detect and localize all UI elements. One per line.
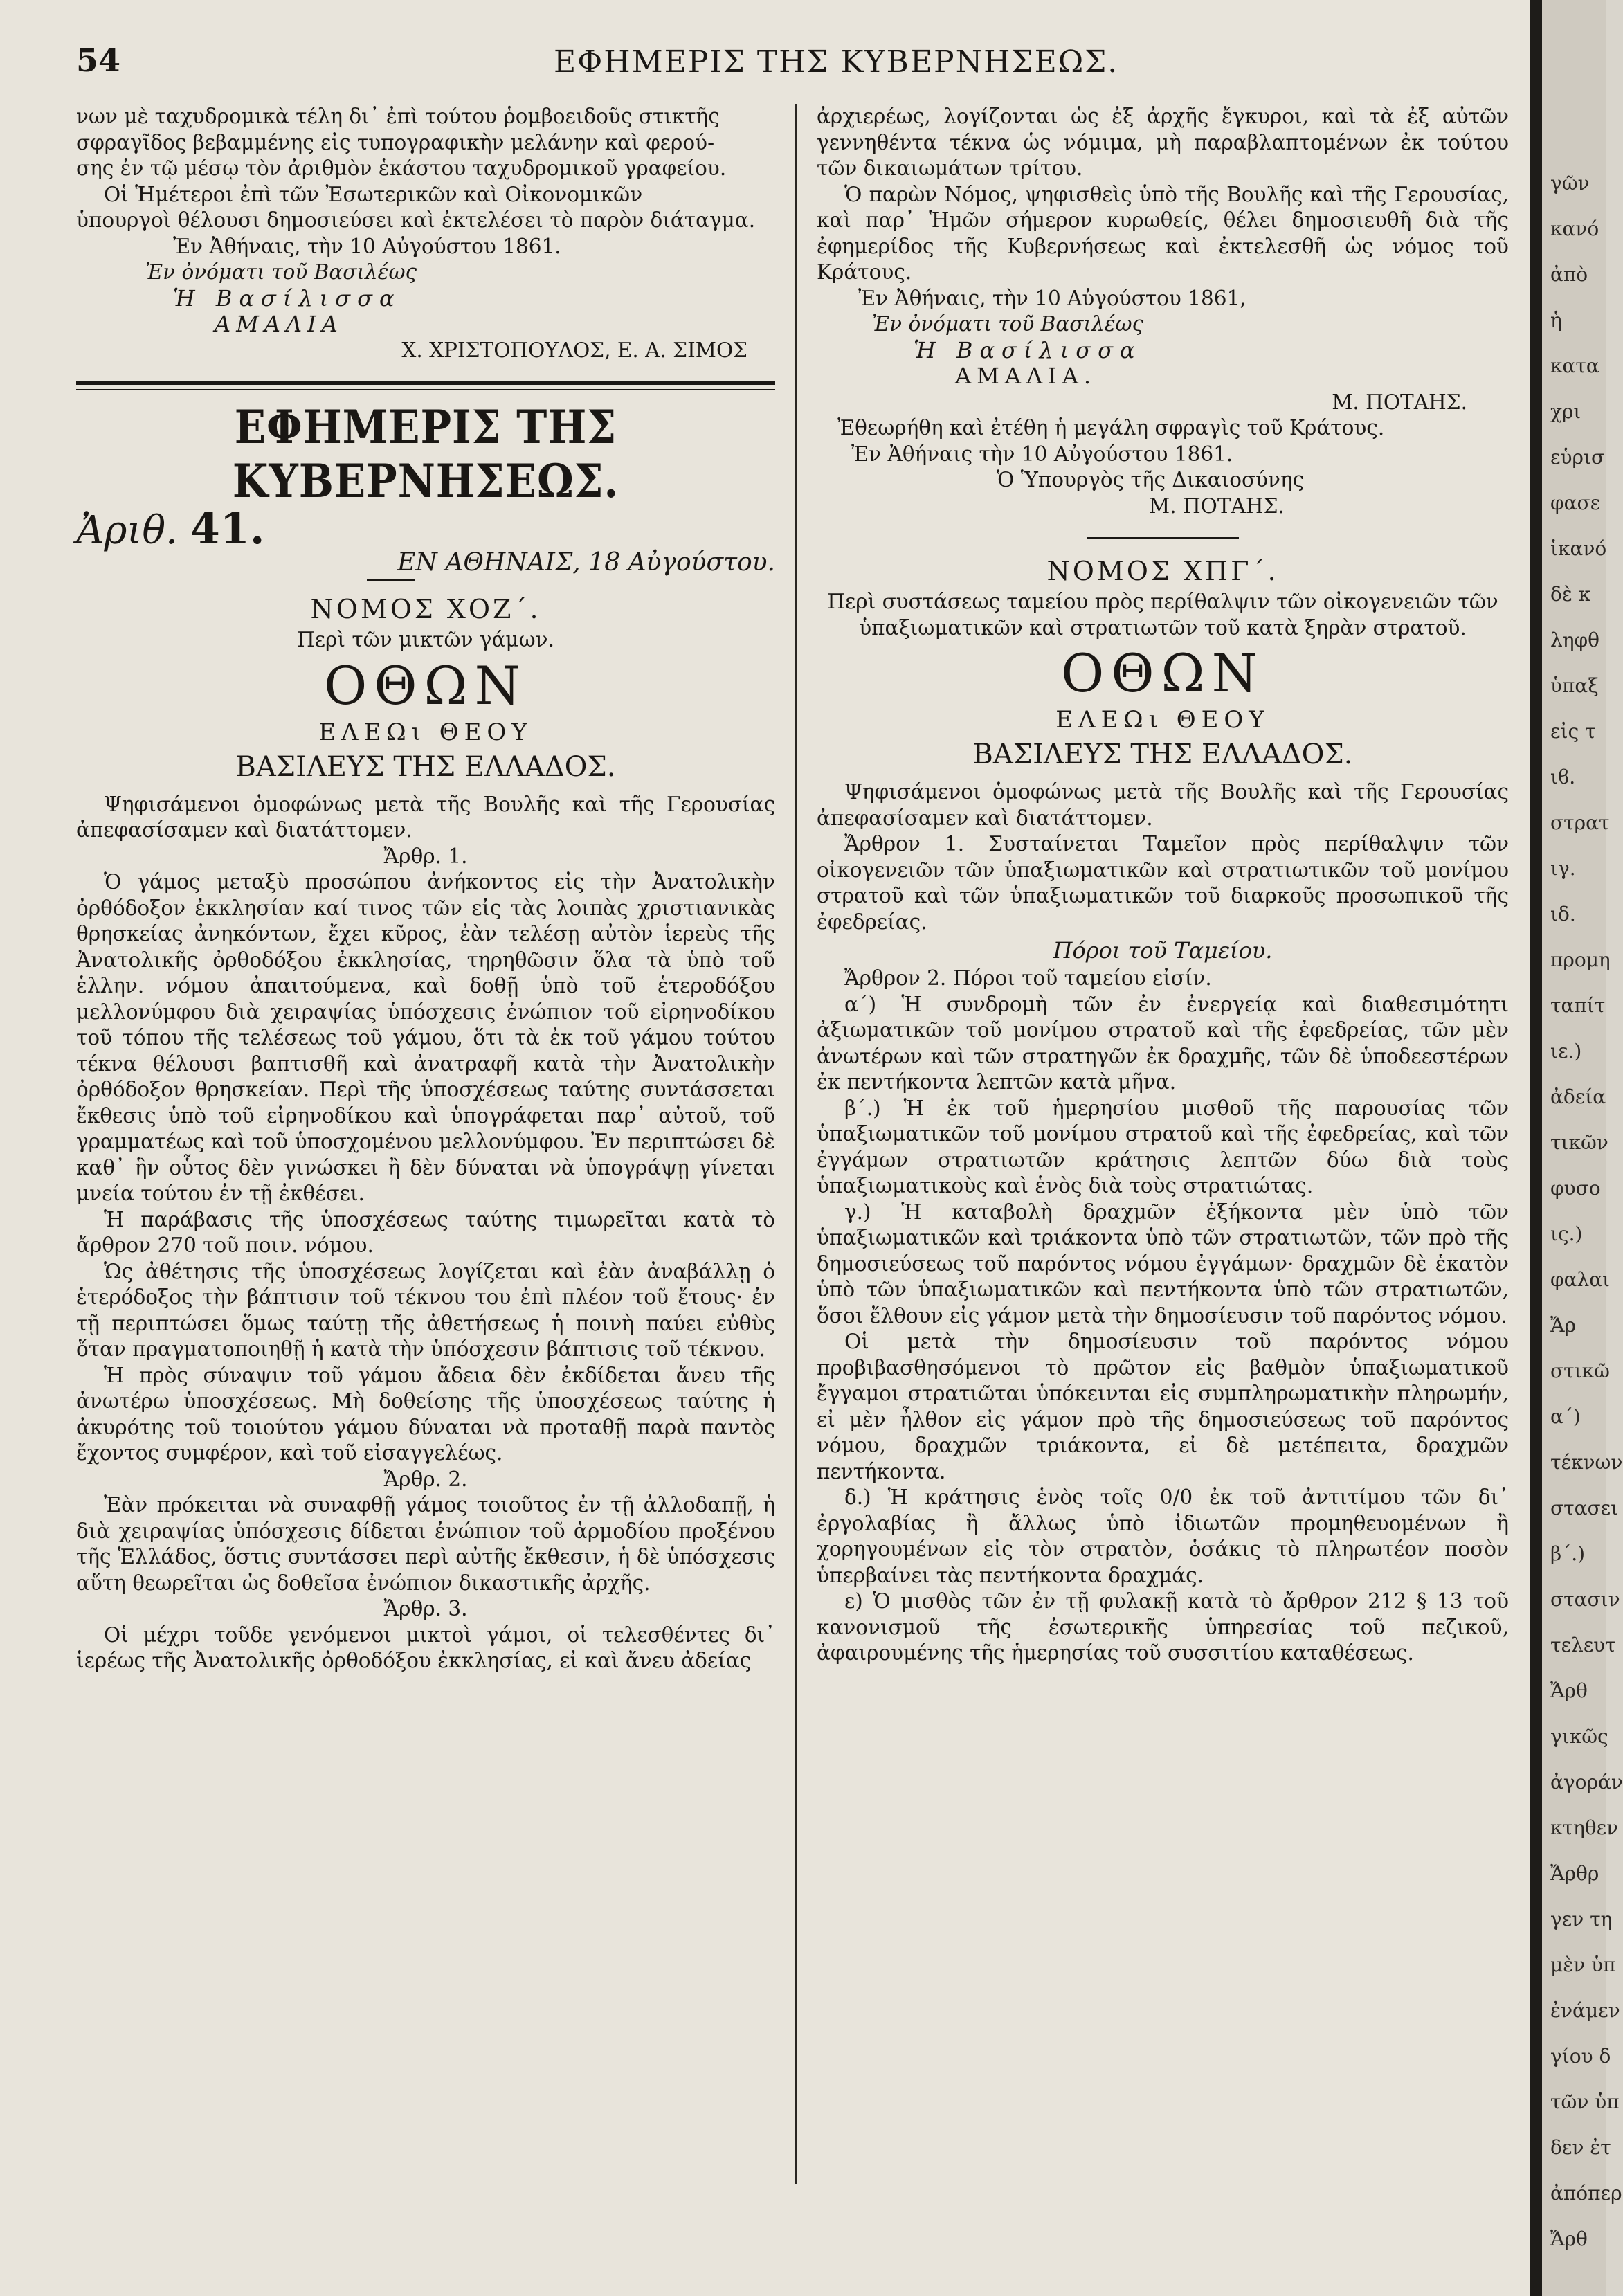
margin-fragment: ταπίτ xyxy=(1550,994,1606,1017)
king-of-greece: ΒΑΣΙΛΕΥΣ ΤΗΣ ΕΛΛΑΔΟΣ. xyxy=(235,750,616,783)
margin-fragment: ἀγοράν xyxy=(1550,1771,1623,1793)
law-title: ΝΟΜΟΣ ΧΟΖ΄. xyxy=(310,594,541,624)
minister-title: Ὁ Ὑπουργὸς τῆς Δικαιοσύνης xyxy=(997,468,1305,491)
law-subject: Περὶ τῶν μικτῶν γάμων. xyxy=(297,628,554,651)
section-rule xyxy=(1087,537,1239,539)
margin-fragment: γεν τη xyxy=(1550,1908,1613,1931)
clause-a: α΄) Ἡ συνδρομὴ τῶν ἐν ἐνεργείᾳ καὶ διαθεσιμότητι ἀξιωματικῶν τοῦ μονίμου στρατοῦ καὶ τῆς ἐφεδρείας, τῶν μὲν ἀνωτέρων καὶ τῶν στρατηγῶν ἐκ δραχμῆς, τῶν δὲ ὑποδεεστέρων ἐκ πεντήκοντα λεπτῶν κατὰ μῆνα. xyxy=(817,992,1509,1094)
page-header xyxy=(76,42,1447,83)
right-column xyxy=(817,104,1509,1667)
margin-fragment: ιγ. xyxy=(1550,857,1576,880)
margin-fragment: ιε.) xyxy=(1550,1040,1582,1063)
margin-fragment: στρατ xyxy=(1550,811,1610,834)
margin-fragment: χρι xyxy=(1550,400,1581,423)
article-heading: Ἄρθρ. 2. xyxy=(383,1467,468,1491)
seal-line: Ἐθεωρήθη καὶ ἐτέθη ἡ μεγάλη σφραγὶς τοῦ Κράτους. xyxy=(837,416,1385,440)
running-title: ΕΦΗΜΕΡΙΣ ΤΗΣ ΚΥΒΕΡΝΗΣΕΩΣ. xyxy=(554,44,1119,80)
paragraph: Ὁ γάμος μεταξὺ προσώπου ἀνήκοντος εἰς τὴν Ἀνατολικὴν ὀρθόδοξον ἐκκλησίαν καί τινος τῶν εἰς τὰς λοιπὰς χριστιανικὰς θρησκείας ἀνηκόντων, ἔχει κῦρος, ἐὰν τελέσῃ αὐτὸν ἱερεὺς τῆς Ἀνατολικῆς ὀρθοδόξου ἐκκλησίας, τηρηθῶσιν ὅλα τὰ ὑπὸ τοῦ ἑλλην. νόμου ἀπαιτούμενα, καὶ δοθῇ ὑπὸ τοῦ ἑτεροδόξου μελλονύμφου διὰ χειραψίας ὑπόσχεσις ἐνώπιον τοῦ εἰρηνοδίκου τοῦ τόπου τῆς τελέσεως τοῦ γάμου, ὅτι τὰ ἐκ τοῦ γάμου τούτου τέκνα θέλουσι βαπτισθῆ καὶ ἀνατραφῆ κατὰ τὴν Ἀνατολικὴν ὀρθόδοξον θρησκείαν. Περὶ τῆς ὑποσχέσεως ταύτης συντάσσεται ἔκθεσις ὑπὸ τοῦ εἰρηνοδίκου καὶ ὑπογράφεται παρ᾽ αὐτοῦ, τοῦ γραμματέως καὶ τοῦ ὑποσχομένου μελλονύμφου. Ἐν περιπτώσει δὲ καθ᾽ ἣν οὗτος δὲν γινώσκει ἢ δὲν δύναται νὰ ὑπογράψῃ γίνεται μνεία τούτου ἐν τῇ ἐκθέσει. xyxy=(76,870,775,1205)
margin-fragment: ἀπὸ xyxy=(1550,263,1588,286)
margin-fragment: δὲ κ xyxy=(1550,583,1591,606)
margin-fragment: ἡ xyxy=(1550,309,1562,332)
margin-fragment: στασει xyxy=(1550,1497,1619,1519)
king-name: ΟΘΩΝ xyxy=(1060,642,1265,704)
decree-end-text xyxy=(76,104,775,182)
page-number: 54 xyxy=(76,42,121,79)
paragraph: Ἡ παράβασις τῆς ὑποσχέσεως ταύτης τιμωρεῖται κατὰ τὸ ἄρθρον 270 τοῦ ποιν. νόμου. xyxy=(76,1207,775,1257)
article-heading: Ἄρθρ. 3. xyxy=(383,1597,468,1620)
next-page-edge xyxy=(1530,0,1623,2296)
margin-fragment: εὑρισ xyxy=(1550,446,1605,469)
ministers-line-2: ὑπουργοὶ θέλουσι δημοσιεύσει καὶ ἐκτελέσει τὸ παρὸν διάταγμα. xyxy=(76,208,756,232)
issue-number-line xyxy=(76,503,775,554)
minister-signature: Μ. ΠΟΤΑΗΣ. xyxy=(1149,494,1285,518)
queen-name: ΑΜΑΛΙΑ xyxy=(215,311,343,337)
article-1: Ἄρθρον 1. Συσταίνεται Ταμεῖον πρὸς περίθαλψιν τῶν οἰκογενειῶν τῶν ὑπαξιωματικῶν καὶ στρατιωτικῶν τοῦ μονίμου στρατοῦ καὶ τῶν ὑπαξιωματικῶν τοῦ διαρκοῦς προσωπικοῦ τῆς ἐφεδρείας. xyxy=(817,832,1509,934)
decree-line: νων μὲ ταχυδρομικὰ τέλη δι᾽ ἐπὶ τούτου ῥομβοειδοῦς στικτῆς xyxy=(76,105,720,128)
ministers-line: Οἱ Ἡμέτεροι ἐπὶ τῶν Ἐσωτερικῶν καὶ Οἰκονομικῶν xyxy=(104,182,643,206)
margin-fragment: φυσο xyxy=(1550,1177,1601,1200)
article-2: Ἄρθρον 2. Πόροι τοῦ ταμείου εἰσίν. xyxy=(844,966,1212,990)
clause-g-continued: Οἱ μετὰ τὴν δημοσίευσιν τοῦ παρόντος νόμου προβιβασθησόμενοι τὸ πρῶτον εἰς βαθμὸν ὑπαξιωματικοῦ ἔγγαμοι στρατιῶται ὑπόκεινται εἰς συμπληρωματικὴν πληρωμήν, εἰ μὲν ἦλθον εἰς γάμον πρὸ τῆς δημοσιεύσεως τοῦ παρόντος νόμου, δραχμῶν τριάκοντα, εἰ δὲ μετέπειτα, δραχμῶν πεντήκοντα. xyxy=(817,1330,1509,1483)
issue-number: 41. xyxy=(190,503,265,554)
margin-fragment: Ἄρθ xyxy=(1550,2227,1588,2250)
short-rule xyxy=(367,579,415,581)
clause-b: β΄.) Ἡ ἐκ τοῦ ἡμερησίου μισθοῦ τῆς παρουσίας τῶν ὑπαξιωματικῶν τοῦ μονίμου στρατοῦ καὶ τῆς ἐφεδρείας, καὶ τῶν ἐγγάμων στρατιωτῶν κράτησις λεπτῶν δύω διὰ τοὺς ὑπαξιωματικοὺς καὶ ἑνὸς διὰ τοὺς στρατιώτας. xyxy=(817,1096,1509,1197)
clause-d: δ.) Ἡ κράτησις ἑνὸς τοῖς 0/0 ἐκ τοῦ ἀντιτίμου τῶν δι᾽ ἐργολαβίας ἢ ἄλλως ὑπὸ ἰδιωτῶν προμηθευομένων ἢ χορηγουμένων εἰς τὸν στρατὸν, ὁσάκις τὸ πληρωτέον ποσὸν ὑπερβαίνει τὰς πεντήκοντα δραχμάς. xyxy=(817,1485,1509,1587)
section-rule xyxy=(76,381,775,390)
margin-fragment: ὑπαξ xyxy=(1550,674,1599,697)
margin-fragment: γίου δ xyxy=(1550,2045,1611,2068)
margin-fragment: στασιν xyxy=(1550,1588,1620,1611)
paragraph: Ὡς ἀθέτησις τῆς ὑποσχέσεως λογίζεται καὶ ἐὰν ἀναβάλλῃ ὁ ἑτερόδοξος τὴν βάπτισιν τοῦ τέκνου του ἐπὶ πλέον τοῦ ἔτους· ἐν τῇ περιπτώσει ὅμως ταύτῃ τῆς ἀθετήσεως ἡ ποινὴ παύει εὐθὺς ὅταν πραγματοποιηθῇ ἡ κατὰ τὴν ὑπόσχεσιν βάπτισις τοῦ τέκνου. xyxy=(76,1259,775,1361)
margin-fragment: γῶν xyxy=(1550,172,1590,195)
page-gutter xyxy=(1530,0,1542,2296)
margin-fragment: Ἄρθρ xyxy=(1550,1862,1599,1885)
margin-fragment: τικῶν xyxy=(1550,1131,1608,1154)
by-grace-of-god: ΕΛΕΩι ΘΕΟΥ xyxy=(318,718,533,746)
decree-date: Ἐν Ἀθήναις, τὴν 10 Αὐγούστου 1861. xyxy=(173,234,561,258)
issue-date: ΕΝ ΑΘΗΝΑΙΣ, 18 Αὐγούστου. xyxy=(397,548,775,577)
clause-g: γ.) Ἡ καταβολὴ δραχμῶν ἑξήκοντα μὲν ὑπὸ τῶν ὑπαξιωματικῶν καὶ τριάκοντα ὑπὸ τῶν στρατιωτῶν, τῶν πρὸ τῆς δημοσιεύσεως τοῦ παρόντος νόμου ἐγγάμων· δραχμῶν δὲ ἑκατὸν ὑπὸ τῶν ὑπαξιωματικῶν καὶ πεντήκοντα ὑπὸ τῶν στρατιωτῶν, ὅσοι ἔλθουν εἰς γάμον μετὰ τὴν δημοσίευσιν τοῦ παρόντος νόμου. xyxy=(817,1200,1509,1328)
margin-fragment: δεν ἐτ xyxy=(1550,2136,1611,2159)
in-name-of-king: Ἐν ὀνόματι τοῦ Βασιλέως xyxy=(145,260,417,284)
margin-fragment: κτηθεν xyxy=(1550,1816,1619,1839)
section-heading: Πόροι τοῦ Ταμείου. xyxy=(1053,937,1273,964)
margin-fragment: τελευτ xyxy=(1550,1634,1616,1656)
margin-fragment: ιδ. xyxy=(1550,903,1576,925)
law-title: ΝΟΜΟΣ ΧΠΓ΄. xyxy=(1046,556,1279,586)
margin-fragment: ἱκανό xyxy=(1550,537,1607,560)
law-date: Ἐν Ἀθήναις, τὴν 10 Αὐγούστου 1861, xyxy=(858,286,1246,310)
queen-title: Ἡ Βασίλισσα xyxy=(914,336,1142,363)
margin-fragment: προμη xyxy=(1550,948,1611,971)
margin-fragment: κατα xyxy=(1550,354,1599,377)
king-name: ΟΘΩΝ xyxy=(323,654,528,716)
paragraph: ἀρχιερέως, λογίζονται ὡς ἐξ ἀρχῆς ἔγκυροι, καὶ τὰ ἐξ αὐτῶν γεννηθέντα τέκνα ὡς νόμιμα, μὴ παραβλαπτομένων ἐκ τούτου τῶν δικαιωμάτων τρίτου. xyxy=(817,105,1509,180)
margin-fragment: κανό xyxy=(1550,217,1599,240)
margin-fragment: ληφθ xyxy=(1550,629,1599,651)
article-heading: Ἄρθρ. 1. xyxy=(383,844,468,868)
margin-fragment: Ἄρ xyxy=(1550,1314,1577,1337)
margin-fragment: μὲν ὑπ xyxy=(1550,1953,1616,1976)
margin-fragment: ἐνάμεν xyxy=(1550,1999,1620,2022)
margin-fragment: ιϐ. xyxy=(1550,766,1576,788)
issue-prefix: Ἀριθ. xyxy=(76,508,178,553)
gazette-title: ΕΦΗΜΕΡΙΣ ΤΗΣ ΚΥΒΕΡΝΗΣΕΩΣ. xyxy=(232,400,619,508)
margin-fragment: ἀπόπερ xyxy=(1550,2182,1622,2205)
paragraph: Ἐὰν πρόκειται νὰ συναφθῇ γάμος τοιοῦτος ἐν τῇ ἀλλοδαπῇ, ἡ διὰ χειραψίας ὑπόσχεσις δίδεται ἐνώπιον τοῦ ἁρμοδίου προξένου τῆς Ἑλλάδος, ὅστις συντάσσει περὶ αὐτῆς ἔκθεσιν, ἡ δὲ ὑπόσχεσις αὕτη θεωρεῖται ὡς δοθεῖσα ἐνώπιον δικαστικῆς ἀρχῆς. xyxy=(76,1493,775,1595)
margin-fragment: β΄.) xyxy=(1550,1542,1586,1565)
paragraph: Οἱ μέχρι τοῦδε γενόμενοι μικτοὶ γάμοι, οἱ τελεσθέντες δι᾽ ἱερέως τῆς Ἀνατολικῆς ὀρθοδόξου ἐκκλησίας, εἰ καὶ ἄνευ ἀδείας xyxy=(76,1622,775,1672)
margin-fragment: ἀδεία xyxy=(1550,1085,1606,1108)
queen-title: Ἡ Βασίλισσα xyxy=(173,284,401,311)
queen-name: ΑΜΑΛΙΑ. xyxy=(955,363,1097,389)
law-subject: Περὶ συστάσεως ταμείου πρὸς περίθαλψιν τῶν οἰκογενειῶν τῶν ὑπαξιωματικῶν καὶ στρατιωτῶν τοῦ κατὰ ξηρὰν στρατοῦ. xyxy=(827,590,1498,640)
signatories: Χ. ΧΡΙΣΤΟΠΟΥΛΟΣ, Ε. Α. ΣΙΜΟΣ xyxy=(401,338,747,362)
preamble: Ψηφισάμενοι ὁμοφώνως μετὰ τῆς Βουλῆς καὶ τῆς Γερουσίας ἀπεφασίσαμεν καὶ διατάττομεν. xyxy=(76,792,775,842)
margin-fragment: τέκνων xyxy=(1550,1451,1623,1474)
margin-fragment: τῶν ὑπ xyxy=(1550,2090,1620,2113)
column-divider xyxy=(795,104,797,2184)
by-grace-of-god: ΕΛΕΩι ΘΕΟΥ xyxy=(1055,706,1270,734)
margin-fragment: φαλαι xyxy=(1550,1268,1611,1291)
margin-fragment: Ἄρθ xyxy=(1550,1679,1588,1702)
decree-line: σφραγῖδος βεβαμμένης εἰς τυπογραφικὴν μελάνην καὶ φερού- xyxy=(76,130,715,154)
king-of-greece: ΒΑΣΙΛΕΥΣ ΤΗΣ ΕΛΛΑΔΟΣ. xyxy=(972,739,1353,770)
margin-fragment: εἰς τ xyxy=(1550,720,1596,743)
paragraph: Ἡ πρὸς σύναψιν τοῦ γάμου ἄδεια δὲν ἐκδίδεται ἄνευ τῆς ἀνωτέρω ὑποσχέσεως. Μὴ δοθείσης τῆς ὑποσχέσεως ταύτης ἡ ἀκυρότης τοῦ τοιούτου γάμου δύναται νὰ προταθῇ παρὰ παντὸς ἔχοντος συμφέρον, καὶ τοῦ εἰσαγγελέως. xyxy=(76,1363,775,1465)
margin-fragment: ις.) xyxy=(1550,1222,1583,1245)
left-column xyxy=(76,104,775,1674)
margin-fragment: γικῶς xyxy=(1550,1725,1608,1748)
margin-fragment: φασε xyxy=(1550,491,1601,514)
decree-line: σης ἐν τῷ μέσῳ τὸν ἀριθμὸν ἑκάστου ταχυδρομικοῦ γραφείου. xyxy=(76,156,727,180)
seal-date: Ἐν Ἀθήναις τὴν 10 Αὐγούστου 1861. xyxy=(851,442,1233,466)
minister-signature: Μ. ΠΟΤΑΗΣ. xyxy=(1332,390,1467,414)
clause-e: ε) Ὁ μισθὸς τῶν ἐν τῇ φυλακῇ κατὰ τὸ ἄρθρον 212 § 13 τοῦ κανονισμοῦ τῆς ἐσωτερικῆς ὑπηρεσίας τοῦ πεζικοῦ, ἀφαιρουμένης τῆς ἡμερησίας τοῦ συσσιτίου καταθέσεως. xyxy=(817,1589,1509,1665)
margin-fragment: α΄) xyxy=(1550,1405,1581,1428)
margin-fragment: στικῶ xyxy=(1550,1359,1610,1382)
preamble: Ψηφισάμενοι ὁμοφώνως μετὰ τῆς Βουλῆς καὶ τῆς Γερουσίας ἀπεφασίσαμεν καὶ διατάττομεν. xyxy=(817,780,1509,830)
in-name-of-king: Ἐν ὀνόματι τοῦ Βασιλέως xyxy=(872,312,1144,336)
enactment-paragraph: Ὁ παρὼν Νόμος, ψηφισθεὶς ὑπὸ τῆς Βουλῆς καὶ τῆς Γερουσίας, καὶ παρ᾽ Ἡμῶν σήμερον κυρωθείς, θέλει δημοσιευθῆ διὰ τῆς ἐφημερίδος τῆς Κυβερνήσεως καὶ ἐκτελεσθῆ ὡς νόμος τοῦ Κράτους. xyxy=(817,182,1509,284)
